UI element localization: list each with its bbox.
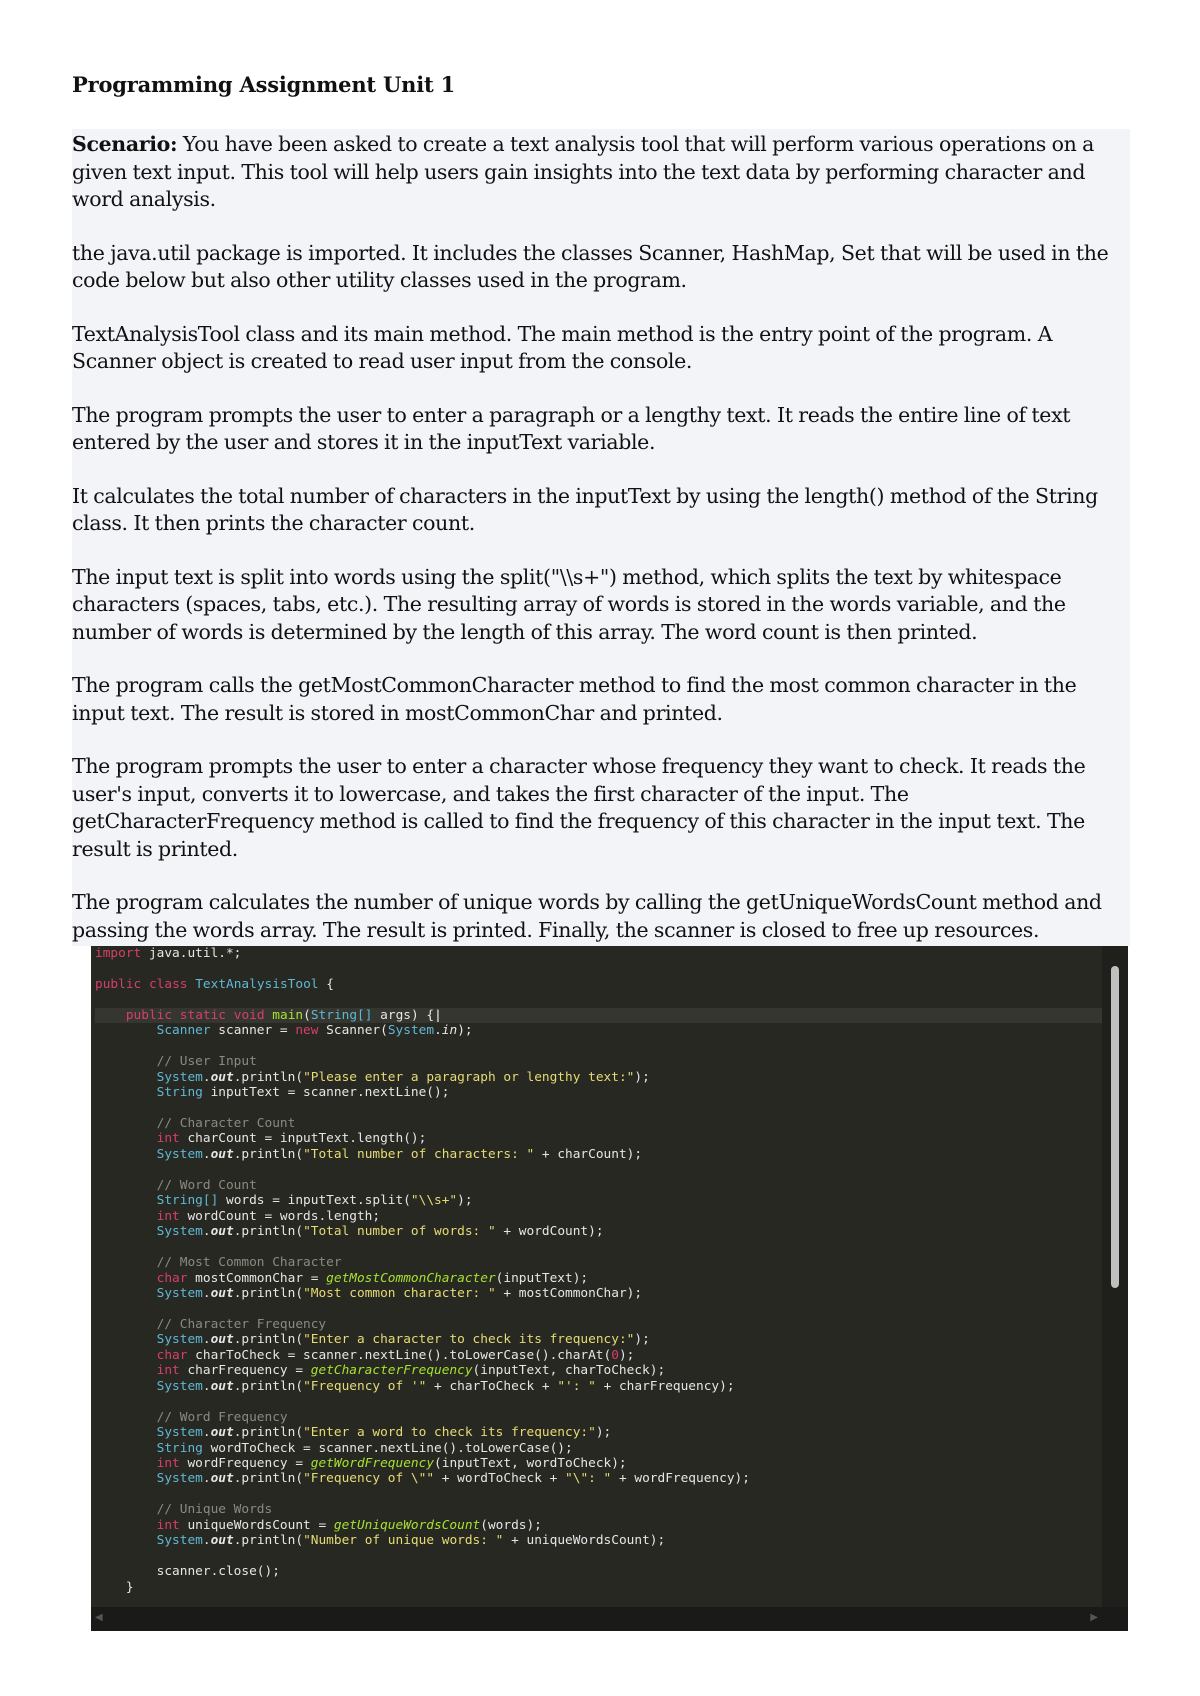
paragraph-class-main: TextAnalysisTool class and its main method. The main method is the entry point of the program. A Scanner object is created to read user input from the console. xyxy=(72,321,1053,373)
horizontal-scrollbar[interactable] xyxy=(91,1607,1128,1631)
vertical-scrollbar-thumb[interactable] xyxy=(1111,966,1119,1288)
code-editor-screenshot xyxy=(91,946,1128,1631)
paragraph-imports: the java.util package is imported. It includes the classes Scanner, HashMap, Set that will be used in the code below but also other utility classes used in the program. xyxy=(72,240,1109,292)
paragraph-unique-words: The program calculates the number of unique words by calling the getUniqueWordsCount method and passing the words array. The result is printed. Finally, the scanner is closed to free up resources. xyxy=(72,890,1102,942)
explanation-text-block xyxy=(72,129,1130,946)
scenario-text: You have been asked to create a text analysis tool that will perform various operations on a given text input. This tool will help users gain insights into the text data by performing character and word analysis. xyxy=(72,132,1095,211)
scroll-right-arrow-icon[interactable]: ▶ xyxy=(1090,1612,1098,1623)
paragraph-user-input: The program prompts the user to enter a paragraph or a lengthy text. It reads the entire line of text entered by the user and stores it in the inputText variable. xyxy=(72,402,1071,454)
scenario-label: Scenario: xyxy=(72,132,178,156)
java-source-code: import java.util.*; public class TextAnalysisTool { public static void main(String[] args) {| Scanner scanner = new Scanner(System.in); // User Input System.out.println("Please enter a paragraph or lengthy text:"); String inputText = scanner.nextLine(); // Character Count int charCount = inputText.length(); System.out.println("Total number of characters: " + charCount); // Word Count String[] words = inputText.split("\\s+"); int wordCount = words.length; System.out.println("Total number of words: " + wordCount); // Most Common Character char mostCommonChar = getMostCommonCharacter(inputText); System.out.println("Most common character: " + mostCommonChar); // Character Frequency System.out.println("Enter a character to check its frequency:"); char charToCheck = scanner.nextLine().toLowerCase().charAt(0); int charFrequency = getCharacterFrequency(inputText, charToCheck); System.out.println("Frequency of '" + charToCheck + "': " + charFrequency); // Word Frequency System.out.println("Enter a word to check its frequency:"); String wordToCheck = scanner.nextLine().toLowerCase(); int wordFrequency = getWordFrequency(inputText, wordToCheck); System.out.println("Frequency of \"" + wordToCheck + "\": " + wordFrequency); // Unique Words int uniqueWordsCount = getUniqueWordsCount(words); System.out.println("Number of unique words: " + uniqueWordsCount); scanner.close(); } xyxy=(91,946,1102,1595)
paragraph-char-count: It calculates the total number of characters in the inputText by using the length() method of the String class. It then prints the character count. xyxy=(72,483,1098,535)
code-area[interactable] xyxy=(91,946,1102,1607)
paragraph-char-frequency: The program prompts the user to enter a character whose frequency they want to check. It reads the user's input, converts it to lowercase, and takes the first character of the input. The getCharacterFrequency method is called to find the frequency of this character in the input text. The result is printed. xyxy=(72,754,1086,861)
paragraph-word-count: The input text is split into words using the split("\\s+") method, which splits the text by whitespace characters (spaces, tabs, etc.). The resulting array of words is stored in the words variable, and the number of words is determined by the length of this array. The word count is then printed. xyxy=(72,564,1066,644)
paragraph-most-common: The program calls the getMostCommonCharacter method to find the most common character in the input text. The result is stored in mostCommonChar and printed. xyxy=(72,673,1077,725)
vertical-scrollbar[interactable] xyxy=(1102,946,1128,1607)
scroll-left-arrow-icon[interactable]: ◀ xyxy=(95,1612,103,1623)
document-title: Programming Assignment Unit 1 xyxy=(72,72,456,97)
scenario-paragraph xyxy=(72,131,1130,214)
